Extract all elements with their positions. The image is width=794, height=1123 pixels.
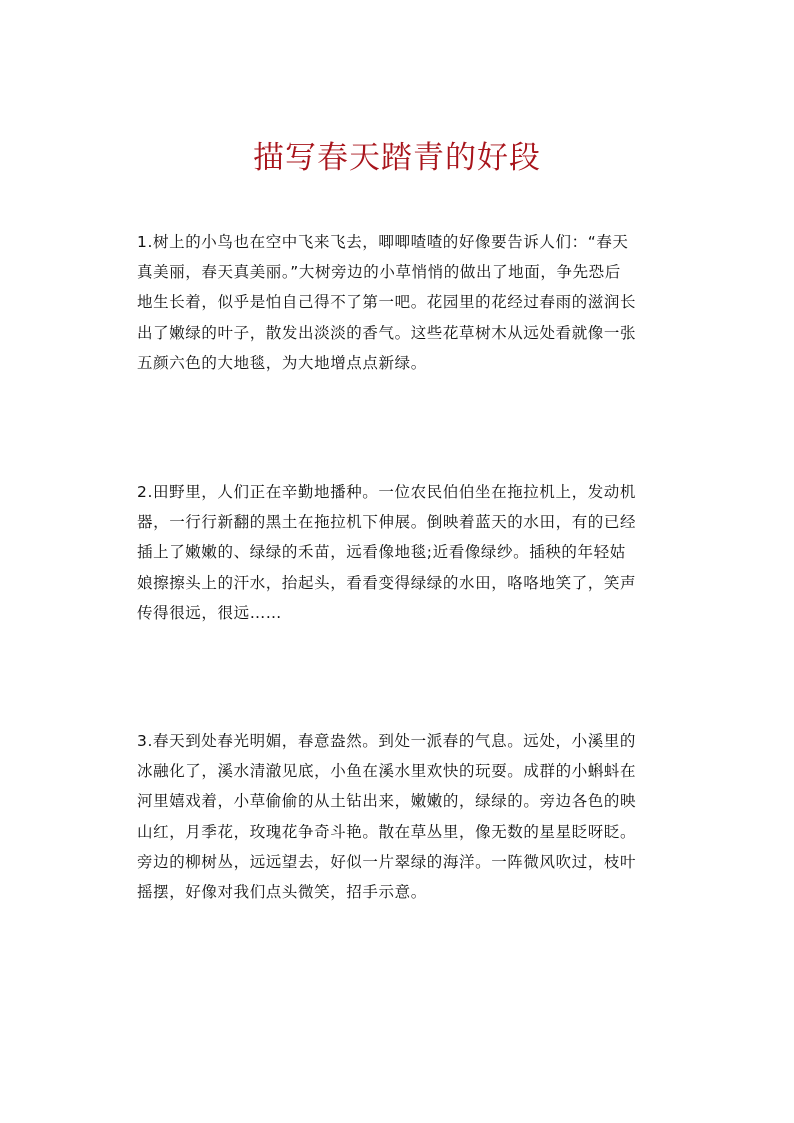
paragraph-line: 1.树上的小鸟也在空中飞来飞去，唧唧喳喳的好像要告诉人们：“春天 — [137, 233, 629, 251]
paragraph-1 — [137, 227, 677, 378]
paragraph-line: 地生长着，似乎是怕自己得不了第一吧。花园里的花经过春雨的滋润长 — [137, 293, 637, 312]
paragraph-line: 出了嫩绿的叶子，散发出淡淡的香气。这些花草树木从远处看就像一张 — [137, 323, 637, 342]
paragraph-line: 山红，月季花，玫瑰花争奇斗艳。散在草丛里，像无数的星星眨呀眨。 — [137, 822, 637, 841]
paragraph-line: 冰融化了，溪水清澈见底，小鱼在溪水里欢快的玩耍。成群的小蝌蚪在 — [137, 762, 637, 781]
paragraph-line: 娘擦擦头上的汗水，抬起头，看看变得绿绿的水田，咯咯地笑了，笑声 — [137, 573, 637, 592]
paragraph-line: 摇摆，好像对我们点头微笑，招手示意。 — [137, 882, 427, 901]
paragraph-line: 河里嬉戏着，小草偷偷的从土钻出来，嫩嫩的，绿绿的。旁边各色的映 — [137, 792, 637, 811]
paragraph-3 — [137, 726, 677, 907]
paragraph-line: 真美丽，春天真美丽。”大树旁边的小草悄悄的做出了地面，争先恐后 — [137, 263, 621, 282]
paragraph-line: 3.春天到处春光明媚，春意盎然。到处一派春的气息。远处，小溪里的 — [137, 732, 636, 750]
paragraph-line: 插上了嫩嫩的、绿绿的禾苗，远看像地毯;近看像绿纱。插秧的年轻姑 — [137, 543, 626, 562]
paragraph-line: 2.田野里，人们正在辛勤地播种。一位农民伯伯坐在拖拉机上，发动机 — [137, 483, 636, 501]
paragraph-line: 五颜六色的大地毯，为大地增点点新绿。 — [137, 353, 427, 372]
paragraph-line: 器，一行行新翻的黑土在拖拉机下伸展。倒映着蓝天的水田，有的已经 — [137, 513, 637, 532]
paragraph-line: 传得很远，很远…… — [137, 603, 282, 622]
paragraph-2 — [137, 477, 677, 628]
paragraph-line: 旁边的柳树丛，远远望去，好似一片翠绿的海洋。一阵微风吹过，枝叶 — [137, 852, 637, 871]
document-title: 描写春天踏青的好段 — [253, 140, 541, 176]
